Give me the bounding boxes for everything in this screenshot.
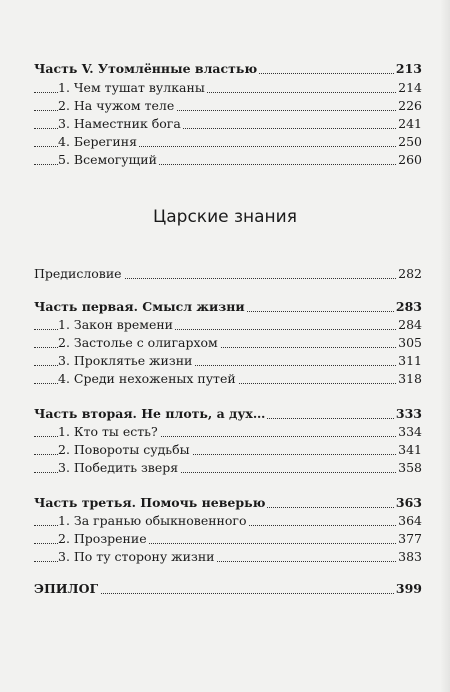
toc-part-two [0, 405, 450, 423]
toc-item-label: 2. Прозрение [58, 531, 147, 546]
toc-item [0, 316, 450, 334]
toc-item [0, 459, 450, 477]
toc-item-label: 1. Закон времени [58, 317, 174, 332]
toc-epilogue [0, 580, 450, 598]
toc-page-number: 250 [398, 134, 422, 149]
toc-item-label: 2. Застолье с олигархом [58, 335, 218, 350]
toc-item-label: 3. Проклятье жизни [58, 353, 193, 368]
toc-page-number: 341 [398, 442, 422, 457]
toc-item-label: 2. Повороты судьбы [58, 442, 190, 457]
toc-page-number: 377 [398, 531, 422, 546]
toc-preface [0, 265, 450, 283]
toc-part-title: ЭПИЛОГ [34, 581, 99, 596]
toc-page-number: 363 [395, 495, 422, 510]
toc-item-label: 1. За гранью обыкновенного [58, 513, 247, 528]
toc-item-label: 4. Берегиня [58, 134, 137, 149]
toc-item-label: 3. По ту сторону жизни [58, 549, 215, 564]
toc-item [0, 423, 450, 441]
toc-page-number: 226 [398, 98, 422, 113]
toc-page-number: 214 [398, 80, 422, 95]
toc-item [0, 79, 450, 97]
toc-part-title: Часть V. Утомлённые властью [34, 61, 258, 76]
toc-item-label: 1. Кто ты есть? [58, 424, 158, 439]
toc-page-number: 358 [398, 460, 422, 475]
toc-page-number: 283 [395, 299, 422, 314]
toc-page-number: 311 [398, 353, 422, 368]
toc-page-number: 333 [395, 406, 422, 421]
toc-page-number: 364 [398, 513, 422, 528]
toc-item [0, 352, 450, 370]
toc-page-number: 383 [398, 549, 422, 564]
toc-item [0, 512, 450, 530]
toc-item-label: 3. Наместник бога [58, 116, 181, 131]
toc-item-label: Предисловие [34, 266, 122, 281]
toc-item-label: 5. Всемогущий [58, 152, 157, 167]
toc-item [0, 115, 450, 133]
toc-item [0, 151, 450, 169]
toc-item [0, 441, 450, 459]
toc-part-three [0, 494, 450, 512]
toc-item-label: 4. Среди нехоженых путей [58, 371, 236, 386]
toc-page-number: 399 [395, 581, 422, 596]
toc-item [0, 548, 450, 566]
toc-item [0, 133, 450, 151]
toc-page-number: 241 [398, 116, 422, 131]
toc-page-number: 282 [398, 266, 422, 281]
toc-page-number: 284 [398, 317, 422, 332]
toc-item-label: 1. Чем тушат вулканы [58, 80, 205, 95]
toc-part-title: Часть вторая. Не плоть, а дух… [34, 406, 266, 421]
toc-item [0, 334, 450, 352]
toc-item-label: 2. На чужом теле [58, 98, 175, 113]
toc-part-one [0, 298, 450, 316]
toc-part-v [0, 60, 450, 78]
section-title: Царские знания [153, 207, 297, 227]
toc-page-number: 318 [398, 371, 422, 386]
toc-part-title: Часть первая. Смысл жизни [34, 299, 245, 314]
toc-page-number: 260 [398, 152, 422, 167]
toc-page-number: 213 [395, 61, 422, 76]
toc-item [0, 370, 450, 388]
toc-item-label: 3. Победить зверя [58, 460, 179, 475]
toc-page-number: 305 [398, 335, 422, 350]
toc-part-title: Часть третья. Помочь неверью [34, 495, 266, 510]
toc-item [0, 97, 450, 115]
toc-item [0, 530, 450, 548]
toc-page-number: 334 [398, 424, 422, 439]
